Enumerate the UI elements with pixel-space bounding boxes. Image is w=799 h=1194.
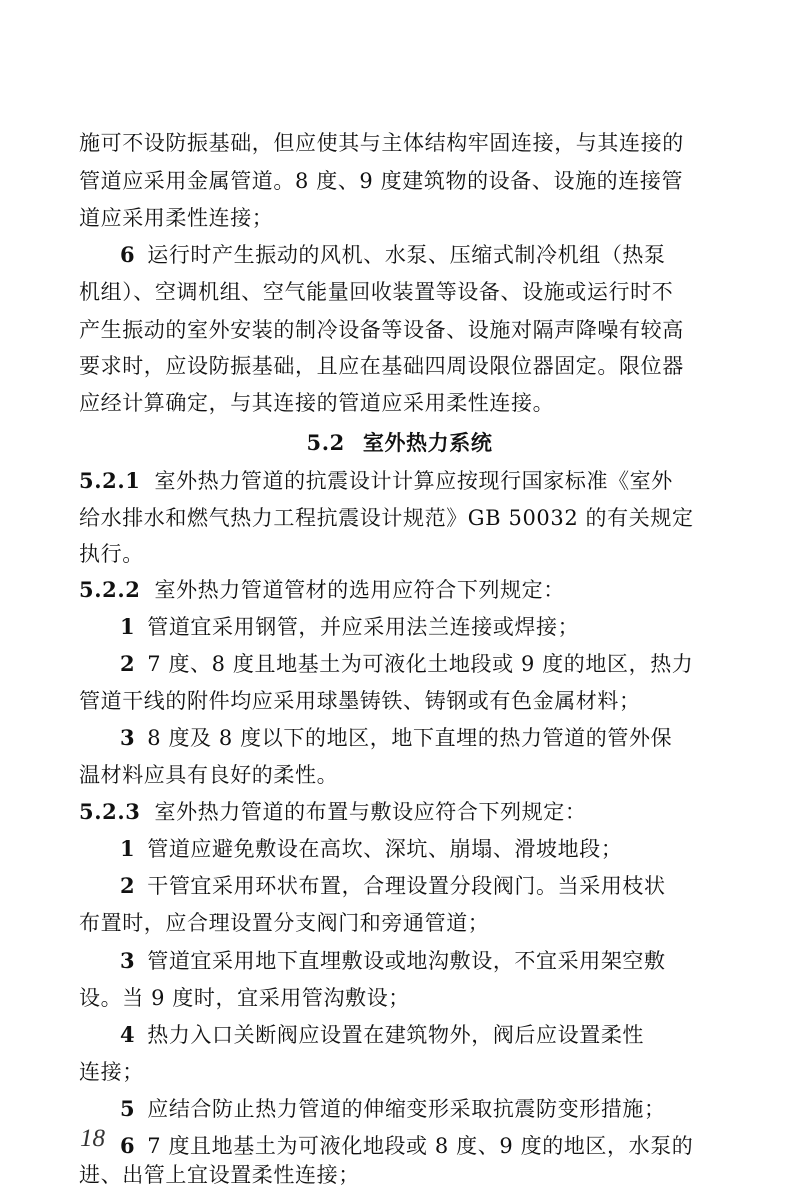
body-line: 施可不设防振基础，但应使其与主体结构牢固连接，与其连接的 (79, 131, 684, 155)
item-text: 运行时产生振动的风机、水泵、压缩式制冷机组（热泵 (147, 243, 666, 267)
body-line: 要求时，应设防振基础，且应在基础四周设限位器固定。限位器 (79, 354, 684, 378)
item-text: 7 度且地基土为可液化地段或 8 度、9 度的地区，水泵的 (147, 1134, 694, 1158)
clause-5-2-3-line (79, 797, 719, 827)
body-line: 产生振动的室外安装的制冷设备等设备、设施对隔声降噪有较高 (79, 318, 684, 342)
item-line (120, 1094, 760, 1124)
item-line (120, 871, 760, 901)
clause-number: 5.2.3 (79, 799, 141, 824)
clause-number: 5.2.2 (79, 577, 141, 602)
item-number: 3 (120, 948, 136, 973)
clause-number: 5.2.1 (79, 468, 141, 493)
clause-text: 室外热力管道的布置与敷设应符合下列规定： (154, 800, 587, 824)
item-text: 干管宜采用环状布置，合理设置分段阀门。当采用枝状 (147, 874, 666, 898)
section-number: 5.2 (306, 430, 345, 455)
item-text: 7 度、8 度且地基土为可液化土地段或 9 度的地区，热力 (147, 652, 694, 676)
item-number: 1 (120, 836, 136, 861)
body-line: 温材料应具有良好的柔性。 (79, 763, 339, 787)
item-line (120, 1020, 760, 1050)
item-number: 6 (120, 242, 136, 267)
section-title: 室外热力系统 (362, 430, 493, 455)
body-line: 设。当 9 度时，宜采用管沟敷设； (79, 986, 410, 1010)
item-number: 2 (120, 873, 136, 898)
item-text: 管道应避免敷设在高坎、深坑、崩塌、滑坡地段； (147, 837, 623, 861)
body-line: 应经计算确定，与其连接的管道应采用柔性连接。 (79, 391, 555, 415)
item-6-line (120, 240, 760, 270)
item-line (120, 1131, 760, 1161)
clause-5-2-1-line (79, 466, 719, 496)
item-number: 1 (120, 614, 136, 639)
section-heading (0, 428, 799, 458)
clause-text: 室外热力管道的抗震设计计算应按现行国家标准《室外 (154, 469, 673, 493)
body-line: 给水排水和燃气热力工程抗震设计规范》GB 50032 的有关规定 (79, 506, 694, 530)
item-text: 应结合防止热力管道的伸缩变形采取抗震防变形措施； (147, 1097, 666, 1121)
body-line: 布置时，应合理设置分支阀门和旁通管道； (79, 911, 490, 935)
body-line: 进、出管上宜设置柔性连接； (79, 1163, 360, 1187)
item-text: 管道宜采用地下直埋敷设或地沟敷设，不宜采用架空敷 (147, 949, 666, 973)
clause-5-2-2-line (79, 575, 719, 605)
page-number: 18 (80, 1125, 105, 1152)
body-line: 管道应采用金属管道。8 度、9 度建筑物的设备、设施的连接管 (79, 169, 684, 193)
body-line: 道应采用柔性连接； (79, 206, 274, 230)
item-number: 4 (120, 1022, 136, 1047)
body-line: 管道干线的附件均应采用球墨铸铁、铸钢或有色金属材料； (79, 689, 641, 713)
body-line: 执行。 (79, 542, 144, 566)
clause-text: 室外热力管道管材的选用应符合下列规定： (154, 578, 565, 602)
body-line: 连接； (79, 1060, 144, 1084)
item-number: 2 (120, 651, 136, 676)
item-text: 热力入口关断阀应设置在建筑物外，阀后应设置柔性 (147, 1023, 645, 1047)
item-line (120, 946, 760, 976)
item-line (120, 834, 760, 864)
item-line (120, 649, 760, 679)
item-line (120, 723, 760, 753)
item-text: 8 度及 8 度以下的地区，地下直埋的热力管道的管外保 (147, 726, 673, 750)
item-number: 3 (120, 725, 136, 750)
body-line: 机组）、空调机组、空气能量回收装置等设备、设施或运行时不 (79, 280, 674, 304)
item-text: 管道宜采用钢管，并应采用法兰连接或焊接； (147, 615, 580, 639)
item-line (120, 612, 760, 642)
item-number: 5 (120, 1096, 136, 1121)
item-number: 6 (120, 1133, 136, 1158)
